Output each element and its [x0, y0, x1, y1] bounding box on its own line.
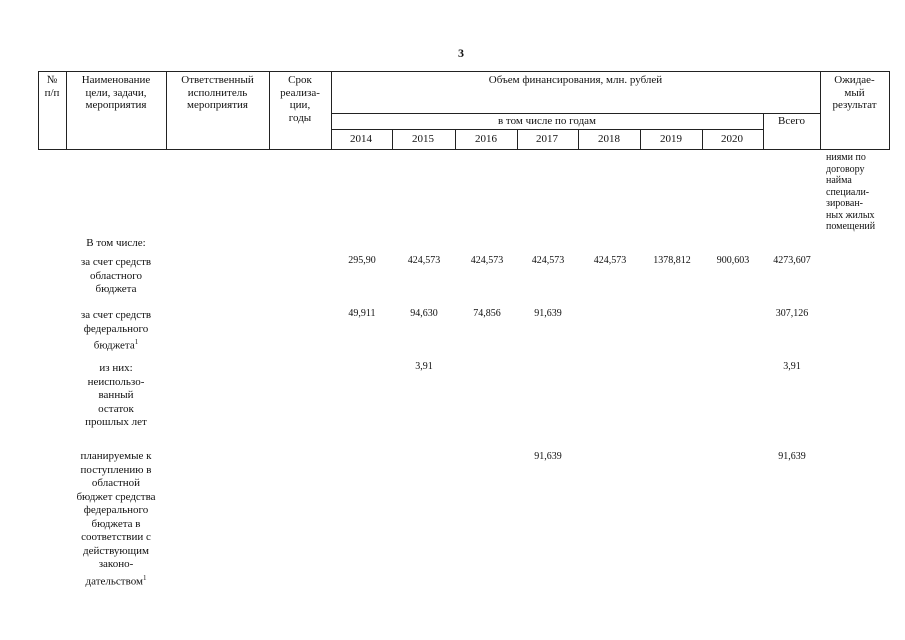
federal-2014: 49,911	[348, 308, 376, 319]
year-2016: 2016	[475, 133, 497, 145]
federal-label: за счет средств федерального бюджета$^1$	[80, 309, 152, 352]
header-col-funding: Объем финансирования, млн. рублей	[488, 74, 663, 86]
header-col-total: Всего	[778, 115, 805, 127]
header-col-name: Наименование цели, задачи, мероприятия	[81, 74, 151, 111]
border-right	[889, 71, 890, 150]
year-2015: 2015	[412, 133, 434, 145]
regional-2016: 424,573	[470, 255, 504, 266]
regional-2020: 900,603	[716, 255, 750, 266]
federal-2015: 94,630	[410, 308, 438, 319]
regional-2019: 1378,812	[653, 255, 691, 266]
incl-label: В том числе:	[86, 237, 146, 249]
header-col-resp: Ответственный исполнитель мероприятия	[181, 74, 254, 111]
federal-total: 307,126	[775, 308, 809, 319]
page-number: 3	[458, 46, 464, 60]
federal-2016: 74,856	[473, 308, 501, 319]
regional-label: за счет средств областного бюджета	[80, 256, 152, 295]
unused-label: из них: неиспользо- ванный остаток прошлых лет	[85, 362, 147, 428]
funding-subheader-line	[331, 113, 820, 114]
unused-2015: 3,91	[415, 361, 433, 372]
federal-2017: 91,639	[534, 308, 562, 319]
header-col-by-year: в том числе по годам	[497, 115, 597, 127]
regional-2015: 424,573	[407, 255, 441, 266]
year-2020: 2020	[721, 133, 743, 145]
year-2019: 2019	[660, 133, 682, 145]
year-2018: 2018	[598, 133, 620, 145]
header-col-result: Ожидае- мый результат	[832, 74, 877, 111]
years-line	[331, 129, 763, 130]
unused-total: 3,91	[783, 361, 801, 372]
year-2017: 2017	[536, 133, 558, 145]
header-col-num: № п/п	[44, 74, 60, 99]
year-2014: 2014	[350, 133, 372, 145]
regional-total: 4273,607	[773, 255, 811, 266]
planned-total: 91,639	[778, 451, 806, 462]
regional-2018: 424,573	[593, 255, 627, 266]
result-note: ниями по договору найма специали- зирован- ных жилых помещений	[826, 152, 876, 232]
planned-label: планируемые к поступлению в областной бюджет средства федерального бюджета в соответствии с действующим законо- дательством$^1$	[76, 450, 156, 588]
planned-2017: 91,639	[534, 451, 562, 462]
regional-2017: 424,573	[531, 255, 565, 266]
header-col-term: Срок реализа- ции, годы	[280, 74, 320, 124]
regional-2014: 295,90	[348, 255, 376, 266]
